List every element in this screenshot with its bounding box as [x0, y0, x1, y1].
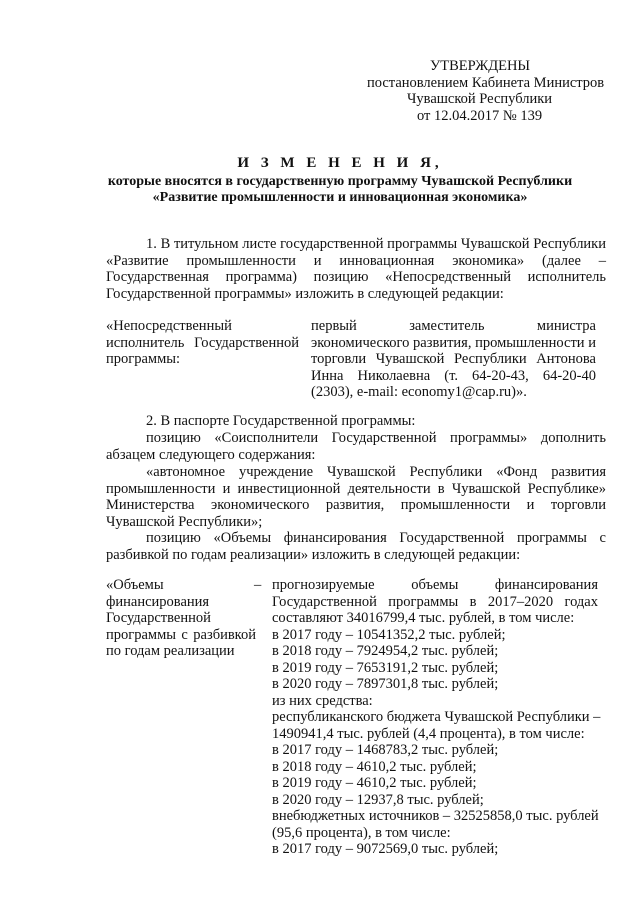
- table1-right-cell: первый заместитель министра экономического развития, промышленности и торговли Чувашской Республики Антонова Инна Николаевна (т. 64-20-43, 64-20-40 (2303), e-mail: economy1@cap.ru)».: [311, 318, 596, 400]
- financing-line: в 2017 году – 1468783,2 тыс. рублей;: [272, 742, 499, 758]
- financing-line: в 2018 году – 4610,2 тыс. рублей;: [272, 758, 477, 775]
- table2-right-cell: [272, 577, 601, 858]
- financing-line: республиканского бюджета Чувашской Республики –: [272, 709, 601, 725]
- approval-stamp: [365, 58, 605, 124]
- table2-left-cell: «Объемы финансирования Государственной программы с разбивкой по годам реализации: [106, 577, 256, 659]
- approval-line: Чувашской Республики: [407, 91, 553, 107]
- financing-line: (95,6 процента), в том числе:: [272, 824, 451, 841]
- financing-line: в 2020 году – 7897301,8 тыс. рублей;: [272, 676, 499, 692]
- financing-line: в 2017 году – 9072569,0 тыс. рублей;: [272, 841, 499, 857]
- table1-left-cell: «Непосредственный исполнитель Государственной программы:: [106, 318, 299, 367]
- approval-date: от 12.04.2017 № 139: [417, 107, 543, 124]
- financing-line: в 2017 году – 10541352,2 тыс. рублей;: [272, 626, 506, 643]
- table2-dash: –: [254, 577, 262, 593]
- approval-title: УТВЕРЖДЕНЫ: [430, 58, 531, 74]
- title-subtitle: «Развитие промышленности и инновационная экономика»: [152, 190, 528, 205]
- financing-intro: прогнозируемые объемы финансирования Государственной программы в 2017–2020 годах составляют 34016799,4 тыс. рублей, в том числе:: [272, 577, 598, 626]
- item-2-heading: 2. В паспорте Государственной программы:: [146, 413, 416, 429]
- item-2-paragraph: «автономное учреждение Чувашской Республики «Фонд развития промышленности и инвестиционной деятельности в Чувашской Республике» Министерства экономического развития, промышленности и торговли Чувашской Республики»;: [106, 464, 606, 530]
- financing-line: в 2019 году – 4610,2 тыс. рублей;: [272, 775, 477, 791]
- title-main: И З М Е Н Е Н И Я,: [237, 155, 443, 171]
- financing-line: в 2018 году – 7924954,2 тыс. рублей;: [272, 643, 499, 659]
- item-2-paragraph: позицию «Соисполнители Государственной программы» дополнить абзацем следующего содержания:: [106, 430, 606, 463]
- financing-line: внебюджетных источников – 32525858,0 тыс. рублей: [272, 808, 599, 824]
- approval-line: постановлением Кабинета Министров: [367, 74, 605, 91]
- financing-line: в 2020 году – 12937,8 тыс. рублей;: [272, 791, 484, 808]
- item-2-paragraph: позицию «Объемы финансирования Государственной программы с разбивкой по годам реализации» изложить в следующей редакции:: [106, 530, 606, 563]
- financing-line: в 2019 году – 7653191,2 тыс. рублей;: [272, 659, 499, 676]
- title-subtitle: которые вносятся в государственную программу Чувашской Республики: [107, 173, 573, 189]
- financing-line: из них средства:: [272, 692, 373, 709]
- document-title: [60, 155, 620, 207]
- item-1-paragraph: 1. В титульном листе государственной программы Чувашской Республики «Развитие промышленности и инновационная экономика» (далее – Государственная программа) позицию «Непосредственный исполнитель Государственной программы» изложить в следующей редакции:: [106, 236, 606, 302]
- financing-line: 1490941,4 тыс. рублей (4,4 процента), в том числе:: [272, 725, 585, 742]
